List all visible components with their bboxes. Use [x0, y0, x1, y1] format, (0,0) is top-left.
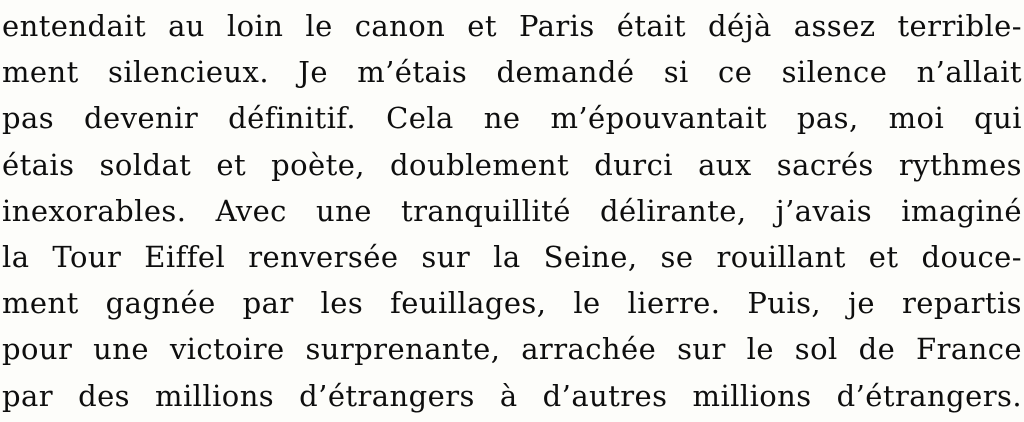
text-line: pas devenir définitif. Cela ne m’épouvantait pas, moi qui — [2, 101, 1022, 136]
text-line: ment silencieux. Je m’étais demandé si ce silence n’allait — [2, 55, 1022, 90]
text-line: la Tour Eiffel renversée sur la Seine, se rouillant et douce- — [2, 239, 1022, 274]
text-line: entendait au loin le canon et Paris était déjà assez terrible- — [2, 9, 1022, 43]
text-line: pour une victoire surprenante, arrachée sur le sol de France — [2, 332, 1022, 367]
text-line: ment gagnée par les feuillages, le lierre. Puis, je repartis — [2, 286, 1022, 321]
text-line: inexorables. Avec une tranquillité délirante, j’avais imaginé — [2, 193, 1022, 228]
text-line: par des millions d’étrangers à d’autres millions d’étrangers. — [2, 378, 1022, 413]
text-line: étais soldat et poète, doublement durci aux sacrés rythmes — [2, 147, 1022, 182]
paragraph-text-block — [2, 3, 1022, 419]
